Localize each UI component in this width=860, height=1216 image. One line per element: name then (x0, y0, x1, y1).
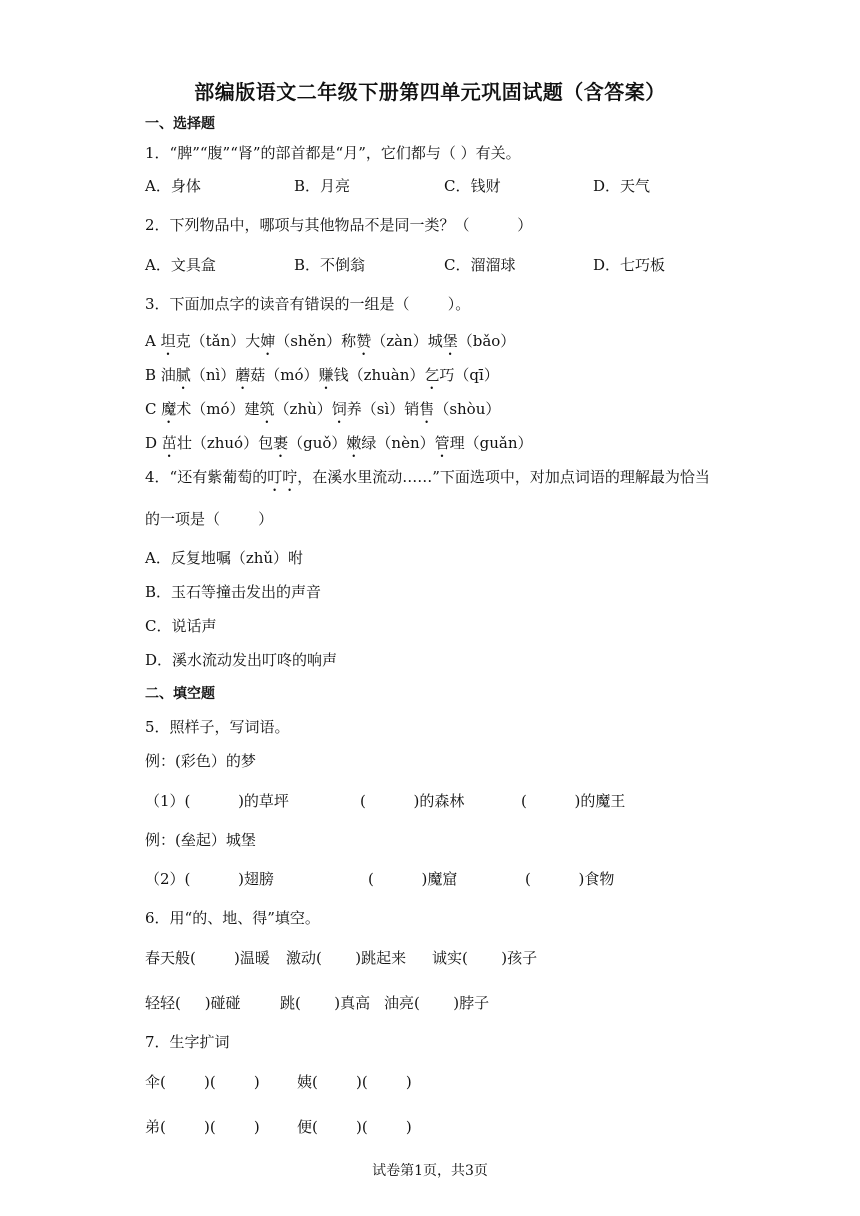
q5-blank-2-1: （2）( )翅膀 (145, 870, 274, 888)
q6-blank-1-3: 诚实( )孩子 (432, 949, 538, 967)
q5-blank-1-1: （1）( )的草坪 (145, 792, 289, 810)
page-footer: 试卷第1页，共3页 (372, 1163, 488, 1179)
q6-blank-1-1: 春天般( )温暖 (145, 949, 270, 967)
question-5-stem: 5．照样子，写词语。 (145, 718, 290, 736)
q5-blank-2-3: ( )食物 (525, 870, 615, 888)
q2-option-d: D．七巧板 (593, 256, 666, 274)
q6-blank-2-1: 轻轻( )碰碰 (145, 994, 241, 1012)
q1-option-b: B．月亮 (294, 177, 351, 195)
section-heading-choice: 一、选择题 (145, 116, 215, 132)
q5-example-2: 例：(垒起）城堡 (145, 831, 256, 849)
q4-option-c: C．说话声 (145, 617, 217, 635)
q1-option-c: C．钱财 (444, 177, 501, 195)
q6-blank-1-2: 激动( )跳起来 (286, 949, 407, 967)
q5-example-1: 例：(彩色）的梦 (145, 752, 256, 770)
q1-option-d: D．天气 (593, 177, 651, 195)
q5-blank-2-2: ( )魔窟 (368, 870, 458, 888)
question-4-stem-cont: 的一项是（ ） (145, 510, 274, 528)
q5-blank-1-3: ( )的魔王 (521, 792, 626, 810)
section-heading-fill: 二、填空题 (145, 686, 215, 702)
q7-blank-2-2: 便( )( ) (297, 1118, 412, 1136)
q2-option-b: B．不倒翁 (294, 256, 366, 274)
page-title: 部编版语文二年级下册第四单元巩固试题（含答案） (194, 80, 666, 104)
q1-option-a: A．身体 (145, 177, 201, 195)
q3-option-c: C 魔术（mó）建筑（zhù）饲养（sì）销售（shòu） (145, 400, 501, 418)
q7-blank-1-1: 伞( )( ) (145, 1073, 260, 1091)
q6-blank-2-3: 油亮( )脖子 (384, 994, 490, 1012)
q4-option-a: A．反复地嘱（zhǔ）咐 (145, 549, 304, 567)
q5-blank-1-2: ( )的森林 (360, 792, 465, 810)
question-1-stem: 1．“脾”“腹”“肾”的部首都是“月”，它们都与（ ）有关。 (145, 144, 521, 162)
q6-blank-2-2: 跳( )真高 (280, 994, 371, 1012)
q4-option-d: D．溪水流动发出叮咚的响声 (145, 651, 338, 669)
question-6-stem: 6．用“的、地、得”填空。 (145, 909, 320, 927)
q2-option-a: A．文具盒 (145, 256, 216, 274)
question-7-stem: 7．生字扩词 (145, 1033, 230, 1051)
question-2-stem: 2．下列物品中，哪项与其他物品不是同一类？（ ） (145, 216, 533, 234)
q2-option-c: C．溜溜球 (444, 256, 516, 274)
q3-option-b: B 油腻（nì）蘑菇（mó）赚钱（zhuàn）乞巧（qī） (145, 366, 499, 384)
q7-blank-2-1: 弟( )( ) (145, 1118, 260, 1136)
q3-option-a: A 坦克（tǎn）大婶（shěn）称赞（zàn）城堡（bǎo） (145, 332, 516, 350)
question-3-stem: 3．下面加点字的读音有错误的一组是（ ）。 (145, 295, 471, 313)
q3-option-d: D 茁壮（zhuó）包裹（guǒ）嫩绿（nèn）管理（guǎn） (145, 434, 533, 452)
q4-option-b: B．玉石等撞击发出的声音 (145, 583, 322, 601)
q7-blank-1-2: 姨( )( ) (297, 1073, 412, 1091)
question-4-stem: 4．“还有紫葡萄的叮咛，在溪水里流动……”下面选项中，对加点词语的理解最为恰当 (145, 468, 710, 486)
